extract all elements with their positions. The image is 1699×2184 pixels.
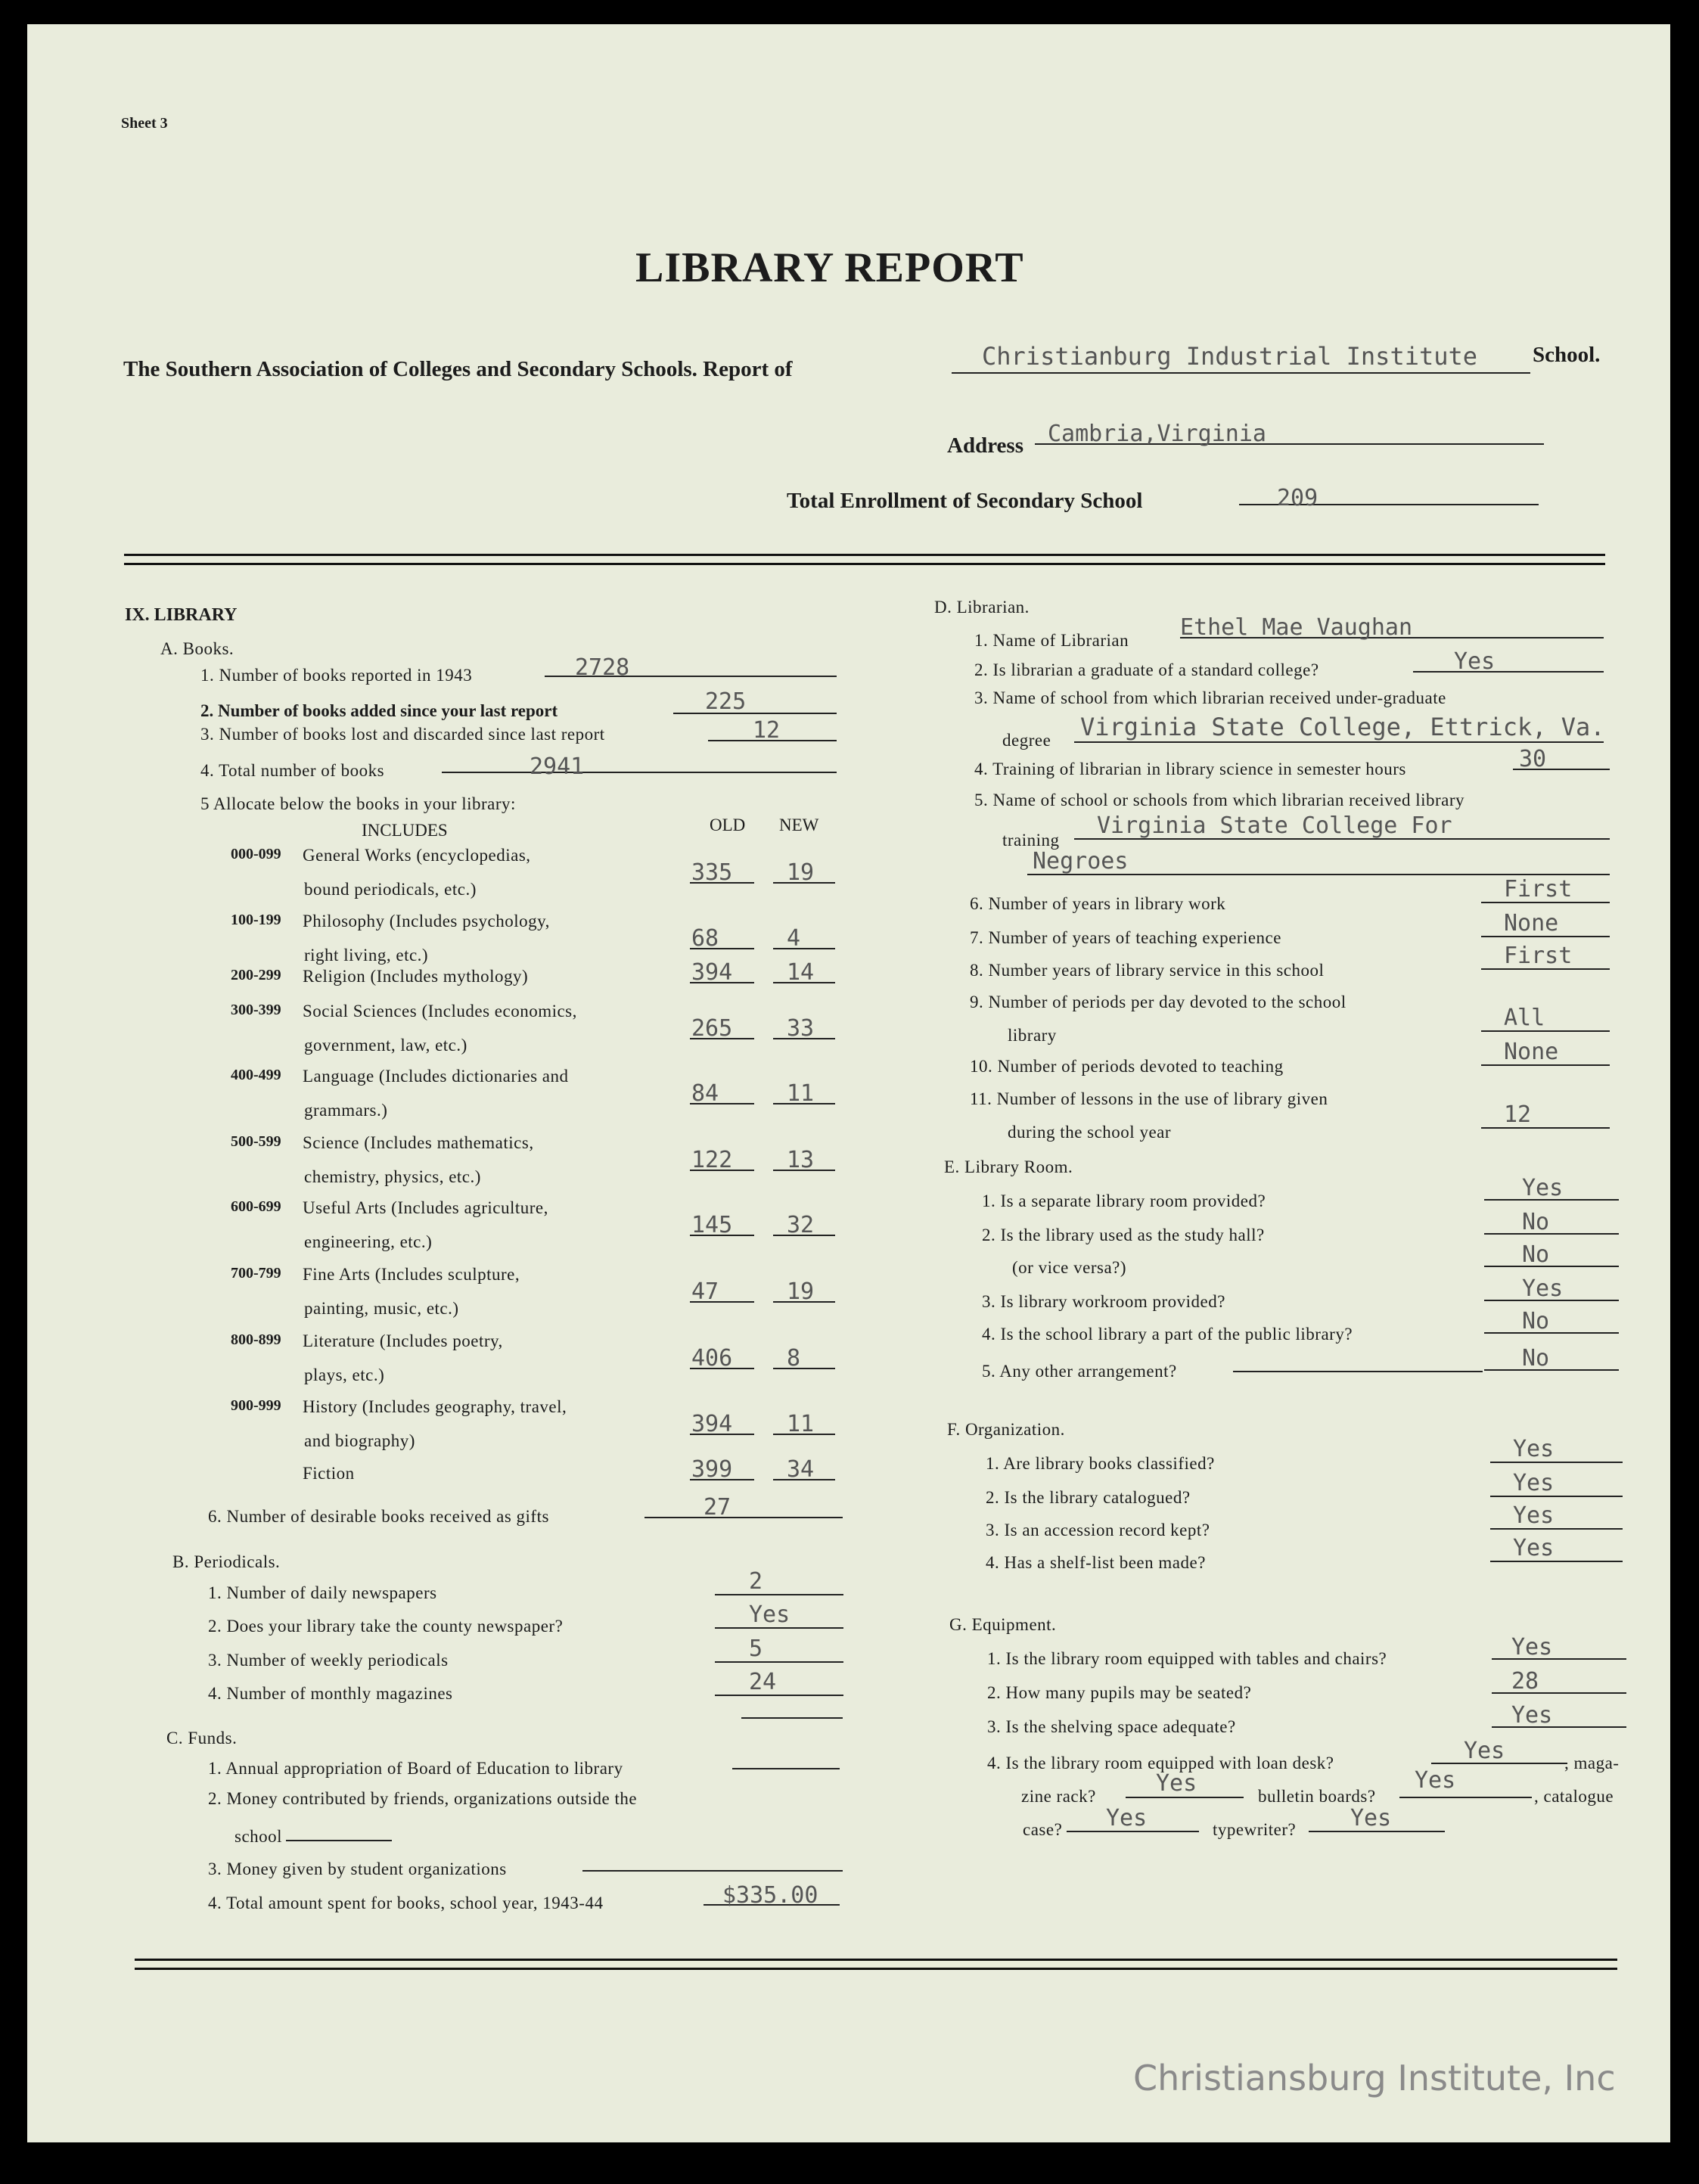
- org-answer: Yes: [1513, 1470, 1555, 1496]
- category-code: 800-899: [231, 1331, 281, 1348]
- librarian-row-value: None: [1504, 1039, 1559, 1065]
- librarian-row-label: 11. Number of lessons in the use of library given: [970, 1089, 1328, 1108]
- librarian-row-label: 6. Number of years in library work: [970, 894, 1226, 913]
- periodicals-heading: B. Periodicals.: [172, 1552, 281, 1571]
- funds-item-2: 2. Money contributed by friends, organizations outside the: [208, 1789, 638, 1808]
- org-line: [1490, 1462, 1623, 1463]
- bulletin-label: bulletin boards?: [1258, 1787, 1376, 1806]
- funds-item-4: 4. Total amount spent for books, school year, 1943-44: [208, 1894, 604, 1912]
- case-value: Yes: [1106, 1805, 1148, 1831]
- old-count: 399: [691, 1456, 733, 1483]
- school-name-line: [952, 372, 1530, 374]
- enrollment-value: 209: [1277, 485, 1319, 511]
- typewriter-label: typewriter?: [1213, 1820, 1297, 1839]
- librarian-row-value: First: [1504, 876, 1573, 902]
- lib-school-label-a: 5. Name of school or schools from which librarian received library: [974, 791, 1465, 809]
- category-code: 900-999: [231, 1397, 281, 1414]
- address-label: Address: [947, 433, 1023, 458]
- top-rule-2: [124, 563, 1605, 565]
- room-answer: No: [1522, 1345, 1550, 1372]
- periodicals-extra-line: [741, 1717, 843, 1719]
- periodical-line: [715, 1661, 843, 1663]
- category-sublabel: government, law, etc.): [304, 1036, 467, 1055]
- bulletin-line: [1399, 1797, 1532, 1798]
- periodical-label: 4. Number of monthly magazines: [208, 1684, 453, 1703]
- new-count: 11: [787, 1080, 815, 1107]
- room-question: 4. Is the school library a part of the public library?: [982, 1325, 1353, 1344]
- org-question: 1. Are library books classified?: [986, 1454, 1215, 1473]
- category-label: History (Includes geography, travel,: [303, 1397, 567, 1416]
- category-label: Religion (Includes mythology): [303, 967, 529, 986]
- room-question: 1. Is a separate library room provided?: [982, 1191, 1266, 1210]
- books-item-2-label: 2. Number of books added since your last report: [200, 701, 558, 720]
- category-code: 600-699: [231, 1198, 281, 1215]
- room-question: 5. Any other arrangement?: [982, 1362, 1177, 1381]
- room-answer: No: [1522, 1241, 1550, 1268]
- bottom-rule-1: [135, 1959, 1617, 1961]
- sheet-number: Sheet 3: [121, 115, 168, 132]
- category-code: 300-399: [231, 1002, 281, 1018]
- old-header: OLD: [710, 816, 746, 834]
- periodical-value: 5: [749, 1636, 763, 1662]
- association-text: The Southern Association of Colleges and Secondary Schools. Report of: [123, 357, 793, 381]
- category-label: Fiction: [303, 1464, 355, 1483]
- books-item-3-value: 12: [753, 717, 781, 744]
- organization-heading: F. Organization.: [947, 1420, 1065, 1439]
- books-item-4-value: 2941: [530, 753, 585, 780]
- org-line: [1490, 1528, 1623, 1530]
- org-line: [1490, 1561, 1623, 1562]
- books-item-1-value: 2728: [575, 654, 630, 681]
- new-header: NEW: [779, 816, 819, 834]
- periodical-label: 2. Does your library take the county newspaper?: [208, 1617, 564, 1636]
- gifts-line: [645, 1517, 843, 1518]
- equipment-answer: Yes: [1511, 1634, 1553, 1661]
- funds-item-3-line: [582, 1870, 843, 1872]
- funds-item-2-line: [286, 1840, 392, 1841]
- new-count: 34: [787, 1456, 815, 1483]
- equipment-question: 2. How many pupils may be seated?: [987, 1683, 1252, 1702]
- periodical-value: Yes: [749, 1601, 790, 1628]
- loan-desk-value: Yes: [1464, 1738, 1505, 1764]
- allocate-label: 5 Allocate below the books in your library:: [200, 794, 516, 813]
- case-label: case?: [1023, 1820, 1063, 1839]
- category-sublabel: grammars.): [304, 1101, 388, 1120]
- maga-label: , maga-: [1564, 1754, 1620, 1772]
- new-count: 33: [787, 1015, 815, 1042]
- new-count: 19: [787, 859, 815, 886]
- lib-school-value-a: Virginia State College For: [1097, 812, 1452, 839]
- category-sublabel: chemistry, physics, etc.): [304, 1167, 481, 1186]
- books-item-3-label: 3. Number of books lost and discarded since last report: [200, 725, 605, 744]
- books-heading: A. Books.: [160, 639, 235, 658]
- librarian-row-value: None: [1504, 910, 1559, 937]
- org-answer: Yes: [1513, 1502, 1555, 1529]
- school-value: Virginia State College, Ettrick, Va.: [1080, 713, 1605, 741]
- zine-rack-line: [1126, 1797, 1244, 1798]
- librarian-name-label: 1. Name of Librarian: [974, 631, 1129, 650]
- school-label-a: 3. Name of school from which librarian received under-graduate: [974, 688, 1446, 707]
- librarian-row-label: 9. Number of periods per day devoted to the school: [970, 993, 1346, 1011]
- org-answer: Yes: [1513, 1436, 1555, 1462]
- watermark: Christiansburg Institute, Inc: [1133, 2058, 1616, 2099]
- equipment-heading: G. Equipment.: [949, 1615, 1057, 1634]
- librarian-row-value: First: [1504, 943, 1573, 969]
- periodical-label: 1. Number of daily newspapers: [208, 1583, 437, 1602]
- org-answer: Yes: [1513, 1535, 1555, 1561]
- graduate-value: Yes: [1454, 648, 1496, 675]
- category-sublabel: painting, music, etc.): [304, 1299, 459, 1318]
- graduate-label: 2. Is librarian a graduate of a standard college?: [974, 660, 1319, 679]
- page-title: LIBRARY REPORT: [635, 244, 1024, 291]
- librarian-name-value: Ethel Mae Vaughan: [1180, 614, 1413, 641]
- gifts-value: 27: [704, 1494, 731, 1521]
- old-count: 122: [691, 1147, 733, 1173]
- funds-item-1-line: [732, 1768, 840, 1769]
- old-count: 406: [691, 1345, 733, 1372]
- category-code: 100-199: [231, 912, 281, 928]
- category-label: Social Sciences (Includes economics,: [303, 1002, 577, 1021]
- training-label: 4. Training of librarian in library science in semester hours: [974, 760, 1406, 778]
- librarian-heading: D. Librarian.: [934, 598, 1030, 617]
- room-question: 2. Is the library used as the study hall?: [982, 1226, 1265, 1244]
- category-code: 000-099: [231, 846, 281, 862]
- room-line: [1484, 1266, 1619, 1267]
- school-label-b: degree: [1002, 731, 1051, 750]
- school-line: [1074, 741, 1604, 743]
- school-name-value: Christianburg Industrial Institute: [982, 342, 1478, 371]
- zine-rack-value: Yes: [1156, 1770, 1197, 1797]
- funds-item-1: 1. Annual appropriation of Board of Education to library: [208, 1759, 623, 1778]
- lib-school-value-b: Negroes: [1033, 848, 1129, 875]
- periodical-line: [715, 1695, 843, 1696]
- new-count: 14: [787, 959, 815, 986]
- address-value: Cambria,Virginia: [1048, 421, 1266, 447]
- section-title: IX. LIBRARY: [125, 605, 238, 625]
- new-count: 4: [787, 925, 801, 952]
- old-count: 335: [691, 859, 733, 886]
- new-count: 13: [787, 1147, 815, 1173]
- gifts-label: 6. Number of desirable books received as gifts: [208, 1507, 549, 1526]
- new-count: 19: [787, 1278, 815, 1305]
- books-item-1-label: 1. Number of books reported in 1943: [200, 666, 473, 685]
- top-rule-1: [124, 554, 1605, 556]
- librarian-row-value: All: [1504, 1005, 1545, 1031]
- org-line: [1490, 1496, 1623, 1497]
- old-count: 265: [691, 1015, 733, 1042]
- old-count: 394: [691, 1411, 733, 1437]
- category-label: Science (Includes mathematics,: [303, 1133, 534, 1152]
- funds-item-2-school: school: [235, 1827, 283, 1846]
- librarian-row-label: 8. Number years of library service in this school: [970, 961, 1325, 980]
- periodical-value: 2: [749, 1568, 763, 1595]
- lib-school-label-b: training: [1002, 831, 1060, 850]
- room-line: [1484, 1233, 1619, 1235]
- new-count: 8: [787, 1345, 801, 1372]
- room-other-line: [1233, 1371, 1483, 1372]
- room-answer: No: [1522, 1209, 1550, 1235]
- periodical-line: [715, 1594, 843, 1595]
- category-sublabel: right living, etc.): [304, 946, 429, 965]
- enrollment-label: Total Enrollment of Secondary School: [787, 489, 1143, 513]
- bottom-rule-2: [135, 1968, 1617, 1970]
- librarian-row-line: [1481, 1030, 1610, 1032]
- library-room-heading: E. Library Room.: [944, 1157, 1073, 1176]
- librarian-row-value: 12: [1504, 1101, 1532, 1128]
- includes-header: INCLUDES: [362, 821, 448, 840]
- equipment-answer: 28: [1511, 1668, 1539, 1695]
- books-item-4-label: 4. Total number of books: [200, 761, 385, 780]
- category-label: Literature (Includes poetry,: [303, 1331, 503, 1350]
- books-item-4-line: [442, 772, 837, 773]
- old-count: 394: [691, 959, 733, 986]
- librarian-row-line: [1481, 1127, 1610, 1129]
- old-count: 145: [691, 1212, 733, 1238]
- room-question: (or vice versa?): [1012, 1258, 1127, 1277]
- new-line: [773, 1368, 835, 1369]
- old-count: 84: [691, 1080, 719, 1107]
- librarian-row-sublabel: library: [1008, 1026, 1057, 1045]
- old-count: 68: [691, 925, 719, 952]
- org-question: 2. Is the library catalogued?: [986, 1488, 1191, 1507]
- category-code: 200-299: [231, 967, 281, 983]
- old-count: 47: [691, 1278, 719, 1305]
- new-count: 11: [787, 1411, 815, 1437]
- funds-heading: C. Funds.: [166, 1729, 238, 1748]
- librarian-row-sublabel: during the school year: [1008, 1123, 1172, 1142]
- category-label: Useful Arts (Includes agriculture,: [303, 1198, 548, 1217]
- equipment-question: 3. Is the shelving space adequate?: [987, 1717, 1236, 1736]
- category-sublabel: bound periodicals, etc.): [304, 880, 477, 899]
- librarian-row-label: 10. Number of periods devoted to teaching: [970, 1057, 1284, 1076]
- category-label: Language (Includes dictionaries and: [303, 1067, 569, 1086]
- zine-rack-label: zine rack?: [1021, 1787, 1096, 1806]
- school-suffix: School.: [1533, 343, 1601, 367]
- room-answer: No: [1522, 1308, 1550, 1334]
- periodical-label: 3. Number of weekly periodicals: [208, 1651, 449, 1670]
- equipment-q4-label: 4. Is the library room equipped with loan desk?: [987, 1754, 1334, 1772]
- room-line: [1484, 1369, 1619, 1371]
- room-line: [1484, 1332, 1619, 1334]
- graduate-line: [1413, 671, 1604, 673]
- category-label: Fine Arts (Includes sculpture,: [303, 1265, 520, 1284]
- category-label: General Works (encyclopedias,: [303, 846, 531, 865]
- category-sublabel: plays, etc.): [304, 1365, 385, 1384]
- category-code: 400-499: [231, 1067, 281, 1083]
- category-sublabel: engineering, etc.): [304, 1232, 433, 1251]
- books-item-2-line: [673, 713, 837, 714]
- equipment-question: 1. Is the library room equipped with tables and chairs?: [987, 1649, 1387, 1668]
- category-sublabel: and biography): [304, 1431, 415, 1450]
- books-item-2-value: 225: [705, 688, 747, 715]
- new-count: 32: [787, 1212, 815, 1238]
- catalogue-label: , catalogue: [1534, 1787, 1614, 1806]
- room-answer: Yes: [1522, 1175, 1564, 1201]
- periodical-value: 24: [749, 1669, 777, 1695]
- category-label: Philosophy (Includes psychology,: [303, 912, 550, 930]
- training-value: 30: [1519, 746, 1547, 772]
- funds-item-4-value: $335.00: [722, 1882, 818, 1909]
- org-question: 4. Has a shelf-list been made?: [986, 1553, 1206, 1572]
- new-line: [773, 948, 835, 949]
- typewriter-value: Yes: [1350, 1805, 1392, 1831]
- funds-item-3: 3. Money given by student organizations: [208, 1859, 507, 1878]
- org-question: 3. Is an accession record kept?: [986, 1521, 1210, 1539]
- category-code: 700-799: [231, 1265, 281, 1282]
- category-code: 500-599: [231, 1133, 281, 1150]
- room-question: 3. Is library workroom provided?: [982, 1292, 1225, 1311]
- room-answer: Yes: [1522, 1275, 1564, 1302]
- librarian-row-label: 7. Number of years of teaching experience: [970, 928, 1281, 947]
- equipment-answer: Yes: [1511, 1702, 1553, 1729]
- bulletin-value: Yes: [1415, 1767, 1456, 1794]
